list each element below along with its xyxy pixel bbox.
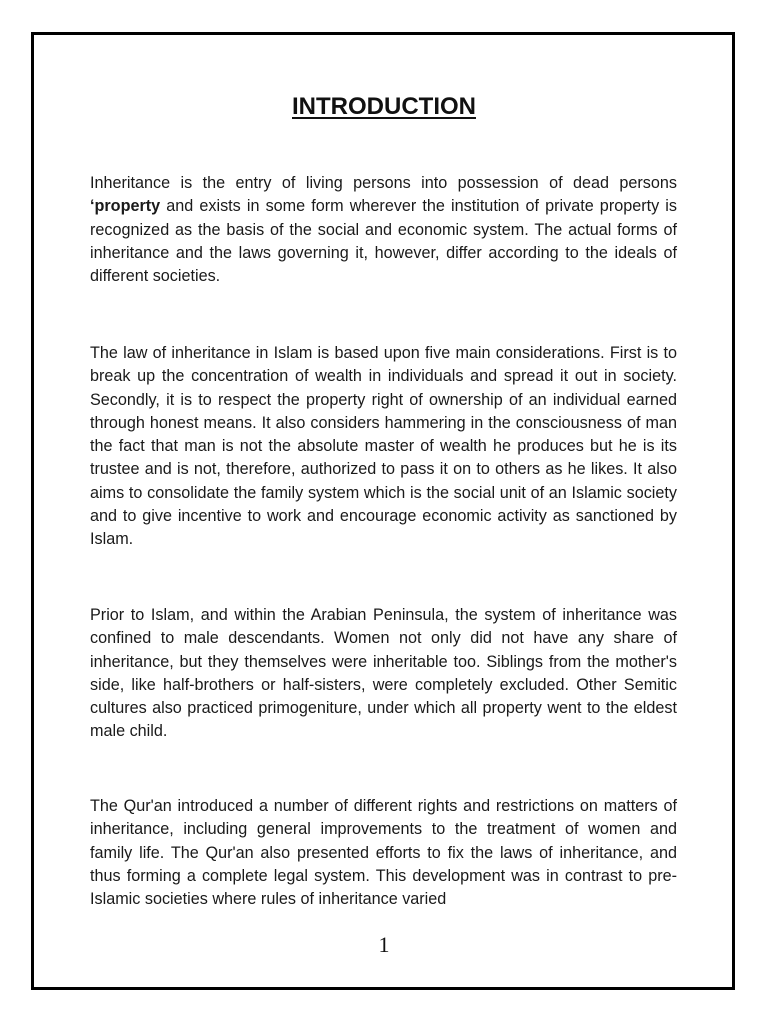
paragraph-1 [90, 172, 677, 288]
page-title-text: INTRODUCTION [292, 93, 476, 120]
paragraph-1-intro: Inheritance is the entry of living persons into possession of dead persons [90, 174, 677, 192]
paragraph-1-bold-term: ‘property [90, 197, 161, 216]
paragraph-2: The law of inheritance in Islam is based upon five main considerations. First is to break up the concentration of wealth in individuals and spread it out in society. Secondly, it is to respect the property right of ownership of an individual earned through honest means. It also considers hammering in the consciousness of man the fact that man is not the absolute master of wealth he produces but he is its trustee and is not, therefore, authorized to pass it on to others as he likes. It also aims to consolidate the family system which is the social unit of an Islamic society and to give incentive to work and encourage economic activity as sanctioned by Islam. [90, 344, 677, 549]
paragraph-3: Prior to Islam, and within the Arabian Peninsula, the system of inheritance was confined to male descendants. Women not only did not have any share of inheritance, but they themselves were inheritable too. Siblings from the mother's side, like half-brothers or half-sisters, were completely excluded. Other Semitic cultures also practiced primogeniture, under which all property went to the eldest male child. [90, 606, 677, 741]
paragraph-4: The Qur'an introduced a number of different rights and restrictions on matters of inheritance, including general improvements to the treatment of women and family life. The Qur'an also presented efforts to fix the laws of inheritance, and thus forming a complete legal system. This development was in contrast to pre-Islamic societies where rules of inheritance varied [90, 797, 677, 909]
paragraph-1-rest: and exists in some form wherever the institution of private property is recognized as the basis of the social and economic system. The actual forms of inheritance and the laws governing it, however, differ according to the ideals of different societies. [90, 197, 677, 286]
page-title [0, 92, 768, 122]
page-number: 1 [378, 932, 390, 957]
